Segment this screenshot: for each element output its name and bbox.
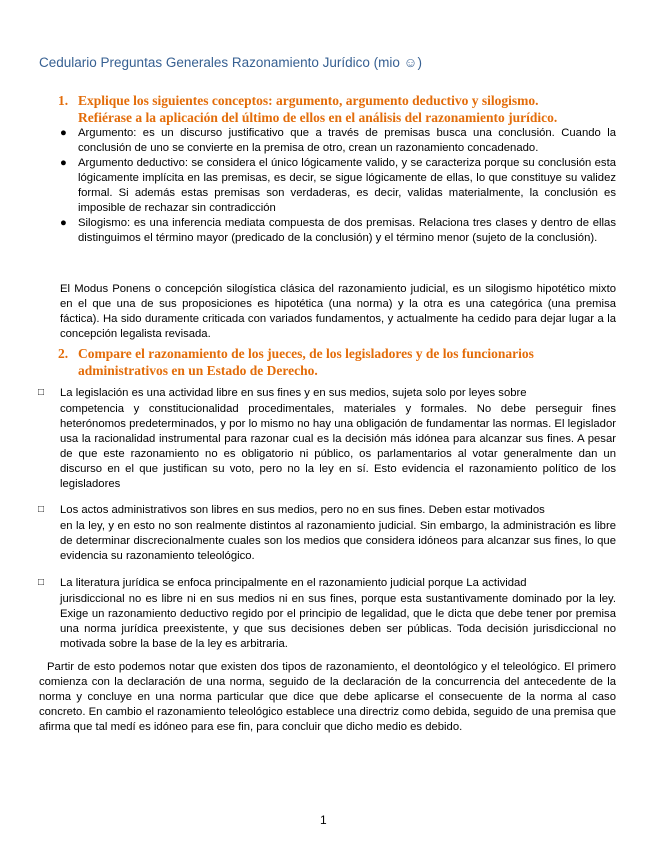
item-first-line: La literatura jurídica se enfoca principalmente en el razonamiento judicial porque La actividad	[60, 577, 527, 589]
question-2-heading	[58, 345, 623, 379]
modus-ponens-paragraph: El Modus Ponens o concepción silogística clásica del razonamiento judicial, es un silogismo hipotético mixto en el que una de sus proposiciones es hipotética (una norma) y la otra es una categórica (una premisa fáctica). Ha sido duramente criticada con variados fundamentos, y actualmente ha cedido para dejar lugar a la concepción legalista revisada.	[60, 283, 616, 340]
legislation-item	[38, 385, 616, 492]
question-2-number: 2.	[58, 346, 69, 361]
bullet-text: Argumento deductivo: se considera el único lógicamente valido, y se caracteriza porque su conclusión esta lógicamente implícita en las premisas, es decir, se sigue lógicamente de ellas, lo que constituye su validez formal. Si además estas premisas son verdaderas, es decir, validas materialmente, la conclusión es imposible de rechazar sin contradicción	[78, 157, 616, 214]
definitions-list	[60, 126, 616, 246]
list-item	[60, 126, 616, 156]
list-item	[60, 156, 616, 216]
bullet-text: Silogismo: es una inferencia mediata compuesta de dos premisas. Relaciona tres clases y dentro de ellas distinguimos el término mayor (predicado de la conclusión) y el término menor (sujeto de la conclusión).	[78, 217, 616, 244]
bullet-icon: ●	[60, 217, 67, 229]
question-2-line-2: administrativos en un Estado de Derecho.	[78, 363, 318, 378]
item-body: competencia y constitucionalidad procedimentales, materiales y formales. No debe perseguir fines heterónomos predeterminados, y por lo mismo no hay una obligación de fundamentar las normas. El legislador usa la racionalidad instrumental para razonar cual es la decisión más idónea para alcanzar sus fines. A pesar de que este razonamiento no es obligatorio ni público, os parlamentarios al votar generalmente dan un discurso en el que justifican su voto, pero no la ley en sí. Esto evidencia el razonamiento político de los legisladores	[60, 403, 616, 490]
checkbox-glyph-icon: □	[38, 504, 45, 515]
administration-item	[38, 502, 616, 564]
bullet-text: Argumento: es un discurso justificativo que a través de premisas busca una conclusión. Cuando la conclusión de uno se convierte en la premisa de otro, crean un razonamiento concadenado.	[78, 127, 616, 154]
question-1-number: 1.	[58, 93, 69, 108]
item-body: en la ley, y en esto no son realmente distintos al razonamiento judicial. Sin embargo, la administración es libre de determinar discrecionalmente cuales son los medios que considera idóneos para alcanzar sus fines, lo que evidencia su razonamiento teleológico.	[60, 520, 616, 562]
checkbox-glyph-icon: □	[38, 387, 45, 398]
item-first-line: La legislación es una actividad libre en sus fines y en sus medios, sujeta solo por leyes sobre	[60, 387, 527, 399]
page-number: 1	[320, 813, 327, 827]
question-2-line-1: Compare el razonamiento de los jueces, de los legisladores y de los funcionarios	[78, 346, 534, 361]
reasoning-types-paragraph: Partir de esto podemos notar que existen dos tipos de razonamiento, el deontológico y el teleológico. El primero comienza con la declaración de una norma, seguido de la declaración de la concurrencia del antecedente de la norma y concluye en una norma particular que dice que debe aplicarse el consecuente de la norma al caso concreto. En cambio el razonamiento teleológico establece una directriz como debida, seguido de una premisa que afirma que tal medí es idóneo para ese fin, para concluir que dicho medio es debido.	[39, 661, 616, 733]
question-1-line-1: Explique los siguientes conceptos: argumento, argumento deductivo y silogismo.	[78, 93, 539, 108]
document-title: Cedulario Preguntas Generales Razonamiento Jurídico (mio ☺)	[39, 55, 422, 70]
item-body: jurisdiccional no es libre ni en sus medios ni en sus fines, porque esta sustantivamente dominado por la ley. Exige un razonamiento deductivo regido por el principio de legalidad, que le dicta que debe tener por premisa una norma jurídica preexistente, y que sus decisiones deben ser públicas. Toda decisión jurisdiccional no motivada sobre la base de la ley es arbitraria.	[60, 593, 616, 650]
jurisdiction-item	[38, 575, 616, 652]
list-item	[60, 216, 616, 246]
item-first-line: Los actos administrativos son libres en sus medios, pero no en sus fines. Deben estar motivados	[60, 504, 545, 516]
bullet-icon: ●	[60, 127, 67, 139]
bullet-icon: ●	[60, 157, 67, 169]
checkbox-glyph-icon: □	[38, 577, 45, 588]
question-1-heading	[58, 92, 623, 126]
question-1-line-2: Refiérase a la aplicación del último de ellos en el análisis del razonamiento jurídico.	[78, 110, 558, 125]
